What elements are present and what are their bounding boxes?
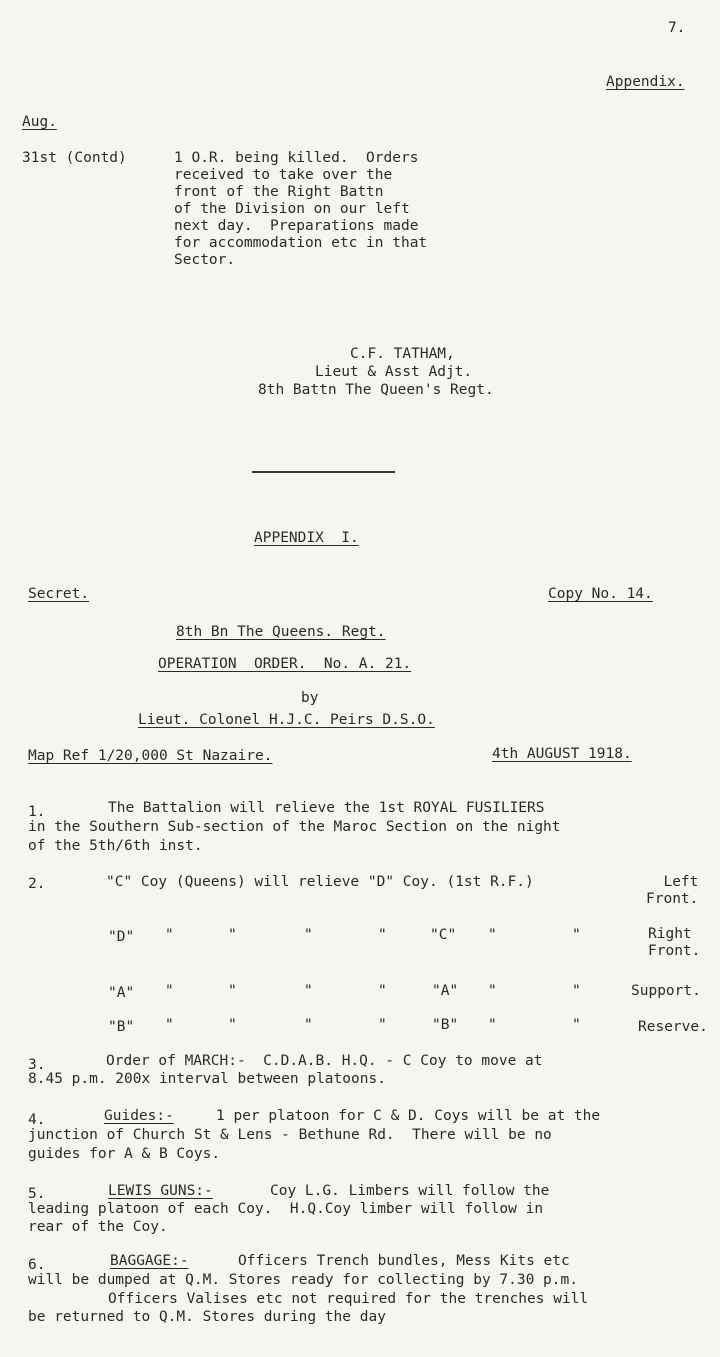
para-line: The Battalion will relieve the 1st ROYAL FUSILIERS	[108, 800, 545, 816]
para-line: Officers Valises etc not required for the trenches will	[108, 1291, 589, 1307]
ditto-mark: "	[488, 927, 497, 943]
entry-line: of the Division on our left	[174, 201, 410, 217]
ditto-mark: "	[572, 983, 581, 999]
para-line: junction of Church St & Lens - Bethune Rd. There will be no	[28, 1127, 552, 1143]
ditto-mark: "	[378, 927, 387, 943]
position-label: Right Front.	[648, 926, 701, 959]
entry-line: next day. Preparations made	[174, 218, 419, 234]
para-line: Coy L.G. Limbers will follow the	[270, 1183, 550, 1199]
ditto-mark: "	[165, 1017, 174, 1033]
signature-unit: 8th Battn The Queen's Regt.	[258, 382, 494, 398]
classification: Secret.	[28, 586, 90, 602]
para-line: Order of MARCH:- C.D.A.B. H.Q. - C Coy to move at	[106, 1053, 543, 1069]
order-date: 4th AUGUST 1918.	[492, 746, 632, 762]
unit-header: 8th Bn The Queens. Regt.	[176, 624, 386, 640]
para-heading: Guides:-	[104, 1108, 174, 1124]
ditto-mark: "	[165, 983, 174, 999]
position-label: Support.	[631, 983, 701, 999]
para-heading: BAGGAGE:-	[110, 1253, 189, 1269]
entry-date: 31st (Contd)	[22, 150, 127, 166]
order-title: OPERATION ORDER. No. A. 21.	[158, 656, 412, 672]
signature-name: C.F. TATHAM,	[350, 346, 455, 362]
para-number: 1.	[28, 804, 46, 820]
separator-rule	[252, 471, 395, 473]
para-line: of the 5th/6th inst.	[28, 838, 203, 854]
entry-line: for accommodation etc in that	[174, 235, 428, 251]
entry-line: Sector.	[174, 252, 236, 268]
ditto-mark: "	[304, 983, 313, 999]
para-line: guides for A & B Coys.	[28, 1146, 221, 1162]
ditto-mark: "	[488, 983, 497, 999]
company-label: "B"	[108, 1019, 135, 1035]
ditto-mark: "	[228, 983, 237, 999]
entry-line: front of the Right Battn	[174, 184, 384, 200]
para-line: leading platoon of each Coy. H.Q.Coy limber will follow in	[28, 1201, 544, 1217]
relieved-company: "A"	[432, 983, 459, 999]
para-line: will be dumped at Q.M. Stores ready for collecting by 7.30 p.m.	[28, 1272, 578, 1288]
para-line: "C" Coy (Queens) will relieve "D" Coy. (1st R.F.)	[106, 874, 534, 890]
para-number: 2.	[28, 876, 46, 892]
ditto-mark: "	[378, 983, 387, 999]
para-line: Officers Trench bundles, Mess Kits etc	[238, 1253, 570, 1269]
map-reference: Map Ref 1/20,000 St Nazaire.	[28, 748, 273, 764]
para-line: be returned to Q.M. Stores during the day	[28, 1309, 386, 1325]
appendix-heading: Appendix.	[606, 74, 685, 90]
para-line: in the Southern Sub-section of the Maroc Section on the night	[28, 819, 561, 835]
ditto-mark: "	[228, 927, 237, 943]
entry-line: received to take over the	[174, 167, 393, 183]
month-label: Aug.	[22, 114, 57, 130]
page-number: 7.	[668, 20, 686, 36]
entry-line: 1 O.R. being killed. Orders	[174, 150, 419, 166]
commander: Lieut. Colonel H.J.C. Peirs D.S.O.	[138, 712, 435, 728]
position-label: Reserve.	[638, 1019, 708, 1035]
company-label: "D"	[108, 929, 135, 945]
para-line: 1 per platoon for C & D. Coys will be at the	[216, 1108, 601, 1124]
ditto-mark: "	[304, 927, 313, 943]
relieved-company: "C"	[430, 927, 457, 943]
appendix-title: APPENDIX I.	[254, 530, 359, 546]
ditto-mark: "	[165, 927, 174, 943]
ditto-mark: "	[304, 1017, 313, 1033]
company-label: "A"	[108, 985, 135, 1001]
para-line: rear of the Coy.	[28, 1219, 168, 1235]
ditto-mark: "	[572, 1017, 581, 1033]
para-number: 3.	[28, 1057, 46, 1073]
by-label: by	[301, 690, 319, 706]
para-heading: LEWIS GUNS:-	[108, 1183, 213, 1199]
para-number: 6.	[28, 1257, 46, 1273]
para-number: 4.	[28, 1112, 46, 1128]
ditto-mark: "	[572, 927, 581, 943]
signature-rank: Lieut & Asst Adjt.	[315, 364, 473, 380]
para-line: 8.45 p.m. 200x interval between platoons.	[28, 1071, 386, 1087]
relieved-company: "B"	[432, 1017, 459, 1033]
ditto-mark: "	[488, 1017, 497, 1033]
para-number: 5.	[28, 1186, 46, 1202]
ditto-mark: "	[378, 1017, 387, 1033]
ditto-mark: "	[228, 1017, 237, 1033]
position-label: Left Front.	[646, 874, 699, 907]
copy-number: Copy No. 14.	[548, 586, 653, 602]
